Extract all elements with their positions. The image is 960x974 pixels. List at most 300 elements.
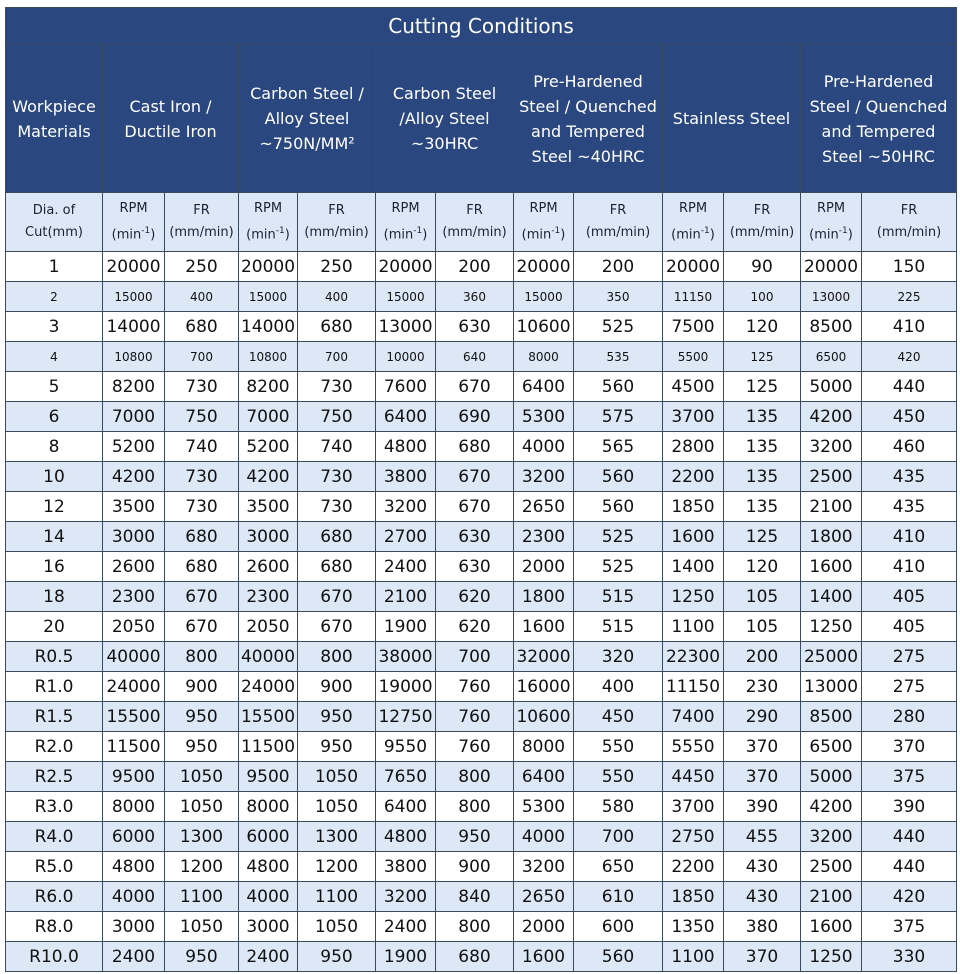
- fr-cell: 670: [165, 612, 239, 642]
- rpm-cell: 3000: [103, 912, 165, 942]
- cutting-conditions-table-wrapper: [5, 7, 956, 972]
- fr-cell: 900: [298, 672, 376, 702]
- rpm-unit: [103, 220, 164, 246]
- table-row: [6, 702, 957, 732]
- fr-cell: 1300: [298, 822, 376, 852]
- rpm-cell: 5000: [801, 372, 862, 402]
- rpm-cell: 5300: [514, 402, 574, 432]
- rpm-cell: 24000: [103, 672, 165, 702]
- fr-cell: 900: [436, 852, 514, 882]
- dia-cell: 1: [6, 252, 103, 282]
- rpm-cell: 10800: [103, 342, 165, 372]
- rpm-unit: [376, 220, 435, 246]
- fr-cell: 950: [298, 702, 376, 732]
- fr-cell: 950: [165, 732, 239, 762]
- fr-unit-header: [862, 193, 957, 252]
- fr-cell: 670: [436, 462, 514, 492]
- fr-cell: 440: [862, 372, 957, 402]
- fr-cell: 330: [862, 942, 957, 972]
- rpm-cell: 3800: [376, 462, 436, 492]
- dia-cell: R0.5: [6, 642, 103, 672]
- dia-cell: R3.0: [6, 792, 103, 822]
- rpm-unit-close: ): [560, 227, 566, 243]
- fr-cell: 275: [862, 672, 957, 702]
- rpm-cell: 16000: [514, 672, 574, 702]
- rpm-cell: 1600: [663, 522, 724, 552]
- fr-cell: 200: [574, 252, 663, 282]
- fr-cell: 430: [724, 882, 801, 912]
- fr-cell: 525: [574, 522, 663, 552]
- fr-cell: 760: [436, 702, 514, 732]
- rpm-cell: 14000: [103, 312, 165, 342]
- rpm-cell: 32000: [514, 642, 574, 672]
- rpm-cell: 7400: [663, 702, 724, 732]
- fr-cell: 1050: [165, 792, 239, 822]
- fr-cell: 360: [436, 282, 514, 312]
- table-row: [6, 762, 957, 792]
- rpm-cell: 1900: [376, 942, 436, 972]
- table-row: [6, 642, 957, 672]
- rpm-cell: 4450: [663, 762, 724, 792]
- fr-cell: 750: [165, 402, 239, 432]
- rpm-cell: 1800: [801, 522, 862, 552]
- fr-cell: 120: [724, 312, 801, 342]
- fr-cell: 700: [298, 342, 376, 372]
- rpm-cell: 7500: [663, 312, 724, 342]
- rpm-cell: 3200: [801, 822, 862, 852]
- fr-cell: 1050: [298, 762, 376, 792]
- table-row: [6, 522, 957, 552]
- rpm-cell: 10800: [239, 342, 298, 372]
- rpm-unit-exponent: -1: [141, 225, 151, 236]
- fr-cell: 290: [724, 702, 801, 732]
- rpm-cell: 1600: [801, 912, 862, 942]
- fr-cell: 125: [724, 522, 801, 552]
- dia-cell: 6: [6, 402, 103, 432]
- dia-cell: R6.0: [6, 882, 103, 912]
- fr-unit: (mm/min): [442, 225, 507, 240]
- rpm-cell: 2050: [103, 612, 165, 642]
- rpm-cell: 2300: [514, 522, 574, 552]
- fr-cell: 1200: [165, 852, 239, 882]
- fr-cell: 435: [862, 492, 957, 522]
- fr-cell: 400: [574, 672, 663, 702]
- fr-cell: 620: [436, 582, 514, 612]
- rpm-cell: 13000: [801, 282, 862, 312]
- fr-cell: 440: [862, 852, 957, 882]
- rpm-cell: 11500: [239, 732, 298, 762]
- rpm-cell: 5500: [663, 342, 724, 372]
- fr-cell: 135: [724, 432, 801, 462]
- rpm-unit-base: (min: [246, 227, 276, 243]
- table-row: [6, 282, 957, 312]
- fr-cell: 525: [574, 312, 663, 342]
- dia-cell: R2.0: [6, 732, 103, 762]
- rpm-cell: 12750: [376, 702, 436, 732]
- fr-cell: 750: [298, 402, 376, 432]
- dia-cell: 4: [6, 342, 103, 372]
- rpm-cell: 4000: [103, 882, 165, 912]
- rpm-cell: 8500: [801, 702, 862, 732]
- rpm-cell: 9500: [103, 762, 165, 792]
- rpm-cell: 15000: [376, 282, 436, 312]
- fr-cell: 680: [436, 942, 514, 972]
- fr-cell: 1300: [165, 822, 239, 852]
- fr-cell: 1050: [298, 792, 376, 822]
- dia-cell: R1.5: [6, 702, 103, 732]
- rpm-cell: 7650: [376, 762, 436, 792]
- fr-cell: 225: [862, 282, 957, 312]
- fr-cell: 680: [436, 432, 514, 462]
- fr-cell: 460: [862, 432, 957, 462]
- material-header-cast-iron: Cast Iron / Ductile Iron: [103, 45, 239, 193]
- rpm-cell: 10000: [376, 342, 436, 372]
- rpm-cell: 5550: [663, 732, 724, 762]
- rpm-cell: 3500: [239, 492, 298, 522]
- fr-cell: 405: [862, 612, 957, 642]
- fr-cell: 700: [436, 642, 514, 672]
- table-row: [6, 612, 957, 642]
- rpm-cell: 13000: [376, 312, 436, 342]
- rpm-cell: 15000: [514, 282, 574, 312]
- dia-cell: R8.0: [6, 912, 103, 942]
- rpm-cell: 1400: [801, 582, 862, 612]
- rpm-cell: 3000: [239, 522, 298, 552]
- fr-cell: 800: [165, 642, 239, 672]
- fr-cell: 370: [724, 762, 801, 792]
- fr-cell: 950: [165, 942, 239, 972]
- rpm-cell: 11150: [663, 282, 724, 312]
- rpm-label: RPM: [119, 200, 148, 216]
- rpm-cell: 2650: [514, 882, 574, 912]
- fr-cell: 680: [165, 552, 239, 582]
- dia-cell: R1.0: [6, 672, 103, 702]
- fr-cell: 105: [724, 612, 801, 642]
- fr-cell: 125: [724, 372, 801, 402]
- fr-cell: 640: [436, 342, 514, 372]
- fr-cell: 135: [724, 462, 801, 492]
- table-row: [6, 402, 957, 432]
- rpm-unit-base: (min: [111, 227, 142, 243]
- fr-cell: 560: [574, 372, 663, 402]
- fr-cell: 730: [165, 492, 239, 522]
- rpm-cell: 1600: [801, 552, 862, 582]
- rpm-cell: 6400: [514, 762, 574, 792]
- rpm-cell: 7000: [239, 402, 298, 432]
- fr-cell: 560: [574, 492, 663, 522]
- fr-cell: 515: [574, 612, 663, 642]
- rpm-cell: 3200: [376, 492, 436, 522]
- rpm-cell: 20000: [514, 252, 574, 282]
- fr-cell: 390: [724, 792, 801, 822]
- rpm-cell: 2600: [239, 552, 298, 582]
- fr-cell: 375: [862, 912, 957, 942]
- rpm-cell: 3200: [801, 432, 862, 462]
- fr-label: FR: [900, 203, 918, 218]
- fr-cell: 650: [574, 852, 663, 882]
- rpm-unit-exponent: -1: [700, 225, 710, 236]
- fr-cell: 430: [724, 852, 801, 882]
- fr-cell: 410: [862, 522, 957, 552]
- rpm-cell: 15000: [103, 282, 165, 312]
- fr-cell: 450: [574, 702, 663, 732]
- rpm-cell: 2700: [376, 522, 436, 552]
- rpm-cell: 8200: [103, 372, 165, 402]
- rpm-cell: 4000: [514, 432, 574, 462]
- fr-cell: 800: [436, 912, 514, 942]
- fr-cell: 420: [862, 882, 957, 912]
- fr-cell: 630: [436, 522, 514, 552]
- table-row: [6, 492, 957, 522]
- rpm-unit-header: [514, 193, 574, 252]
- dia-cell: 3: [6, 312, 103, 342]
- fr-cell: 1100: [298, 882, 376, 912]
- rpm-cell: 8000: [103, 792, 165, 822]
- fr-cell: 405: [862, 582, 957, 612]
- rpm-cell: 8500: [801, 312, 862, 342]
- fr-cell: 435: [862, 462, 957, 492]
- rpm-label: RPM: [678, 200, 708, 216]
- fr-cell: 600: [574, 912, 663, 942]
- fr-label: FR: [466, 203, 483, 218]
- rpm-cell: 1350: [663, 912, 724, 942]
- rpm-unit: [663, 220, 723, 246]
- fr-cell: 740: [298, 432, 376, 462]
- rpm-cell: 3200: [376, 882, 436, 912]
- fr-unit: (mm/min): [729, 225, 795, 240]
- fr-unit-header: [574, 193, 663, 252]
- table-row: [6, 462, 957, 492]
- table-row: [6, 582, 957, 612]
- fr-cell: 400: [165, 282, 239, 312]
- rpm-cell: 6000: [239, 822, 298, 852]
- rpm-unit-header: [103, 193, 165, 252]
- rpm-cell: 4000: [514, 822, 574, 852]
- fr-cell: 950: [298, 942, 376, 972]
- rpm-cell: 2300: [103, 582, 165, 612]
- table-row: [6, 882, 957, 912]
- fr-cell: 1050: [298, 912, 376, 942]
- rpm-cell: 2300: [239, 582, 298, 612]
- fr-cell: 410: [862, 552, 957, 582]
- dia-cell: 2: [6, 282, 103, 312]
- rpm-cell: 20000: [801, 252, 862, 282]
- rpm-cell: 1250: [801, 942, 862, 972]
- rpm-cell: 3500: [103, 492, 165, 522]
- table-row: [6, 912, 957, 942]
- rpm-unit-header: [239, 193, 298, 252]
- fr-cell: 800: [298, 642, 376, 672]
- rpm-cell: 1850: [663, 492, 724, 522]
- table-row: [6, 252, 957, 282]
- rpm-label: RPM: [253, 200, 283, 216]
- rpm-unit-base: (min: [521, 227, 552, 243]
- fr-cell: 575: [574, 402, 663, 432]
- fr-cell: 375: [862, 762, 957, 792]
- rpm-unit-header: [801, 193, 862, 252]
- rpm-cell: 2000: [514, 912, 574, 942]
- fr-label: FR: [753, 203, 771, 218]
- table-row: [6, 942, 957, 972]
- material-header-stainless-steel: Stainless Steel: [663, 45, 801, 193]
- workpiece-label: Workpiece Materials: [6, 45, 103, 193]
- material-header-prehardened-50hrc: Pre-Hardened Steel / Quenched and Tempered Steel ~50HRC: [801, 45, 957, 193]
- rpm-cell: 2100: [801, 492, 862, 522]
- rpm-unit-base: (min: [809, 227, 839, 243]
- rpm-cell: 5200: [239, 432, 298, 462]
- fr-cell: 1050: [165, 912, 239, 942]
- rpm-cell: 2050: [239, 612, 298, 642]
- rpm-cell: 1600: [514, 612, 574, 642]
- rpm-cell: 40000: [239, 642, 298, 672]
- table-row: [6, 372, 957, 402]
- table-header: [6, 8, 957, 252]
- fr-cell: 200: [724, 642, 801, 672]
- fr-unit: (mm/min): [169, 225, 234, 240]
- rpm-cell: 2750: [663, 822, 724, 852]
- fr-cell: 700: [574, 822, 663, 852]
- rpm-cell: 6400: [514, 372, 574, 402]
- table-title: Cutting Conditions: [6, 8, 957, 45]
- rpm-unit-close: ): [422, 227, 428, 243]
- rpm-cell: 20000: [239, 252, 298, 282]
- materials-header-row: [6, 45, 957, 193]
- rpm-cell: 2400: [239, 942, 298, 972]
- fr-cell: 105: [724, 582, 801, 612]
- rpm-cell: 8200: [239, 372, 298, 402]
- fr-unit-header: [298, 193, 376, 252]
- rpm-cell: 2100: [801, 882, 862, 912]
- rpm-cell: 8000: [239, 792, 298, 822]
- rpm-cell: 4200: [801, 792, 862, 822]
- rpm-cell: 5300: [514, 792, 574, 822]
- dia-cell: 12: [6, 492, 103, 522]
- fr-cell: 230: [724, 672, 801, 702]
- fr-cell: 680: [165, 312, 239, 342]
- fr-cell: 690: [436, 402, 514, 432]
- rpm-unit-header: [663, 193, 724, 252]
- rpm-unit-base: (min: [383, 227, 414, 243]
- rpm-cell: 2200: [663, 462, 724, 492]
- rpm-cell: 6500: [801, 342, 862, 372]
- fr-cell: 90: [724, 252, 801, 282]
- fr-cell: 670: [298, 612, 376, 642]
- fr-cell: 950: [165, 702, 239, 732]
- fr-cell: 420: [862, 342, 957, 372]
- rpm-cell: 20000: [663, 252, 724, 282]
- rpm-cell: 4800: [376, 822, 436, 852]
- fr-cell: 730: [298, 372, 376, 402]
- dia-cell: 18: [6, 582, 103, 612]
- rpm-unit-close: ): [847, 227, 853, 243]
- rpm-unit-close: ): [284, 227, 290, 243]
- rpm-cell: 4200: [801, 402, 862, 432]
- fr-cell: 680: [298, 312, 376, 342]
- fr-unit: (mm/min): [876, 225, 942, 240]
- units-header-row: [6, 193, 957, 252]
- fr-cell: 120: [724, 552, 801, 582]
- material-header-carbon-steel-750: Carbon Steel / Alloy Steel ~750N/MM²: [239, 45, 376, 193]
- fr-cell: 455: [724, 822, 801, 852]
- fr-cell: 760: [436, 732, 514, 762]
- fr-cell: 950: [436, 822, 514, 852]
- fr-cell: 680: [298, 522, 376, 552]
- fr-cell: 450: [862, 402, 957, 432]
- fr-cell: 280: [862, 702, 957, 732]
- fr-cell: 410: [862, 312, 957, 342]
- rpm-cell: 20000: [376, 252, 436, 282]
- table-row: [6, 822, 957, 852]
- rpm-cell: 7000: [103, 402, 165, 432]
- fr-cell: 800: [436, 762, 514, 792]
- rpm-cell: 4800: [103, 852, 165, 882]
- rpm-cell: 4200: [103, 462, 165, 492]
- fr-cell: 950: [298, 732, 376, 762]
- rpm-cell: 19000: [376, 672, 436, 702]
- fr-cell: 320: [574, 642, 663, 672]
- rpm-cell: 9500: [239, 762, 298, 792]
- rpm-cell: 1800: [514, 582, 574, 612]
- rpm-cell: 14000: [239, 312, 298, 342]
- fr-cell: 900: [165, 672, 239, 702]
- rpm-cell: 7600: [376, 372, 436, 402]
- dia-cell: R5.0: [6, 852, 103, 882]
- rpm-cell: 2100: [376, 582, 436, 612]
- fr-label: FR: [328, 203, 345, 218]
- fr-cell: 730: [165, 462, 239, 492]
- rpm-label: RPM: [391, 200, 420, 216]
- fr-unit-header: [724, 193, 801, 252]
- fr-cell: 380: [724, 912, 801, 942]
- rpm-cell: 11500: [103, 732, 165, 762]
- dia-cell: 10: [6, 462, 103, 492]
- rpm-cell: 8000: [514, 342, 574, 372]
- rpm-cell: 3800: [376, 852, 436, 882]
- rpm-cell: 15000: [239, 282, 298, 312]
- dia-cell: 16: [6, 552, 103, 582]
- rpm-cell: 9550: [376, 732, 436, 762]
- dia-cell: 5: [6, 372, 103, 402]
- rpm-cell: 22300: [663, 642, 724, 672]
- rpm-cell: 2800: [663, 432, 724, 462]
- fr-cell: 350: [574, 282, 663, 312]
- rpm-cell: 2600: [103, 552, 165, 582]
- table-body: [6, 252, 957, 972]
- fr-label: FR: [193, 203, 210, 218]
- fr-cell: 370: [724, 732, 801, 762]
- rpm-cell: 3200: [514, 852, 574, 882]
- fr-label: FR: [609, 203, 627, 218]
- fr-cell: 580: [574, 792, 663, 822]
- table-row: [6, 852, 957, 882]
- fr-cell: 100: [724, 282, 801, 312]
- rpm-cell: 2400: [376, 552, 436, 582]
- rpm-cell: 4500: [663, 372, 724, 402]
- dia-cell: 14: [6, 522, 103, 552]
- rpm-unit-exponent: -1: [838, 225, 848, 236]
- fr-cell: 840: [436, 882, 514, 912]
- table-row: [6, 672, 957, 702]
- fr-cell: 370: [862, 732, 957, 762]
- rpm-cell: 1900: [376, 612, 436, 642]
- rpm-cell: 5200: [103, 432, 165, 462]
- rpm-cell: 2200: [663, 852, 724, 882]
- rpm-cell: 1100: [663, 612, 724, 642]
- cutting-conditions-table: [5, 7, 957, 972]
- rpm-cell: 5000: [801, 762, 862, 792]
- fr-cell: 400: [298, 282, 376, 312]
- rpm-cell: 2500: [801, 462, 862, 492]
